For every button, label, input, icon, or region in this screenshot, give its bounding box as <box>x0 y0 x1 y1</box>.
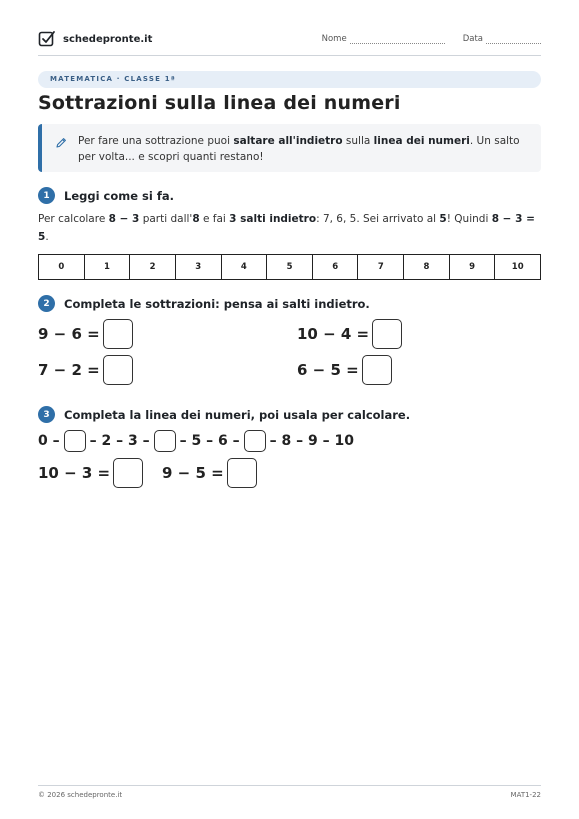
step-title: Completa le sottrazioni: pensa ai salti indietro. <box>64 296 370 311</box>
step-1-heading <box>38 187 174 204</box>
tip-text-bold: saltare all'indietro <box>233 135 343 147</box>
sequence-text: – 5 – 6 – <box>179 433 240 449</box>
pencil-icon <box>55 137 67 149</box>
subtraction-exercise <box>297 319 402 349</box>
equation-text: 9 − 5 = <box>162 464 224 482</box>
subject-band <box>38 71 541 88</box>
example-text-part: Per calcolare <box>38 213 109 225</box>
step-number-badge: 2 <box>38 295 55 312</box>
step-title: Completa la linea dei numeri, poi usala per calcolare. <box>64 407 411 422</box>
example-paragraph <box>38 210 541 246</box>
equation-text: 10 − 4 = <box>297 325 370 343</box>
answer-box[interactable] <box>227 458 257 488</box>
example-text-bold: 8 <box>192 213 200 225</box>
number-line-cell: 7 <box>357 255 403 279</box>
answer-box[interactable] <box>372 319 402 349</box>
equation-text: 10 − 3 = <box>38 464 111 482</box>
example-text-bold: 5 <box>439 213 447 225</box>
example-text-part: ! Quindi <box>446 213 492 225</box>
subtraction-exercise <box>162 458 257 488</box>
tip-text-part: sulla <box>342 135 374 147</box>
subtraction-exercise <box>38 319 133 349</box>
number-line-cell: 1 <box>84 255 130 279</box>
subtraction-exercise <box>297 355 392 385</box>
sequence-text: 0 – <box>38 433 60 449</box>
tip-text-bold: linea dei numeri <box>373 135 470 147</box>
date-label: Data <box>462 34 483 44</box>
sheet-code: MAT1-22 <box>510 791 541 799</box>
number-line-cell: 3 <box>175 255 221 279</box>
example-text-part: e fai <box>199 213 230 225</box>
number-line-cell: 6 <box>312 255 358 279</box>
checkbox-logo-icon <box>38 30 56 48</box>
subtraction-exercise <box>38 355 133 385</box>
number-line-cell: 8 <box>403 255 449 279</box>
example-text-bold: 8 − 3 <box>108 213 140 225</box>
example-text-part: : 7, 6, 5. Sei arrivato al <box>316 213 440 225</box>
page-title: Sottrazioni sulla linea dei numeri <box>38 92 401 114</box>
site-name: schedepronte.it <box>63 33 153 45</box>
name-label: Nome <box>321 34 347 44</box>
example-text-bold: 8 − 3 = 5 <box>38 213 535 243</box>
number-line-cell: 0 <box>58 262 65 272</box>
tip-text-part: Per fare una sottrazione puoi <box>78 135 234 147</box>
answer-box[interactable] <box>362 355 392 385</box>
number-line-cell: 9 <box>449 255 495 279</box>
student-fields <box>322 34 541 44</box>
sequence-blank-box[interactable] <box>154 430 176 452</box>
step-3-heading <box>38 406 410 423</box>
answer-box[interactable] <box>113 458 143 488</box>
sequence-blank-box[interactable] <box>64 430 86 452</box>
example-text-part: . <box>45 231 49 243</box>
date-field[interactable] <box>463 34 541 44</box>
tip-text-part: . Un salto per volta... e scopri quanti restano! <box>78 135 520 163</box>
site-logo <box>38 30 152 48</box>
number-line <box>38 254 541 280</box>
equation-text: 7 − 2 = <box>38 361 100 379</box>
page-footer <box>38 785 541 799</box>
date-line[interactable] <box>486 35 541 44</box>
equation-text: 9 − 6 = <box>38 325 100 343</box>
sequence-text: – 8 – 9 – 10 <box>269 433 354 449</box>
step-2-heading <box>38 295 370 312</box>
number-line-cell: 2 <box>129 255 175 279</box>
step-number-badge: 3 <box>38 406 55 423</box>
page-header <box>38 30 541 56</box>
answer-box[interactable] <box>103 319 133 349</box>
number-line-cell: 10 <box>494 255 540 279</box>
subtraction-exercise <box>38 458 143 488</box>
subject-label: MATEMATICA · CLASSE 1ª <box>50 75 176 83</box>
equation-text: 6 − 5 = <box>297 361 359 379</box>
example-text-part: parti dall' <box>139 213 193 225</box>
number-sequence <box>38 430 354 452</box>
number-line-cell: 5 <box>266 255 312 279</box>
name-field[interactable] <box>322 34 445 44</box>
step-title: Leggi come si fa. <box>64 188 174 203</box>
tip-text <box>78 133 533 165</box>
copyright-text: © 2026 schedepronte.it <box>38 791 123 799</box>
answer-box[interactable] <box>103 355 133 385</box>
tip-box <box>38 124 541 172</box>
sequence-text: – 2 – 3 – <box>89 433 150 449</box>
number-line-cell: 4 <box>221 255 267 279</box>
name-line[interactable] <box>350 35 445 44</box>
sequence-blank-box[interactable] <box>244 430 266 452</box>
example-text-bold: 3 salti indietro <box>229 213 317 225</box>
step-number-badge: 1 <box>38 187 55 204</box>
